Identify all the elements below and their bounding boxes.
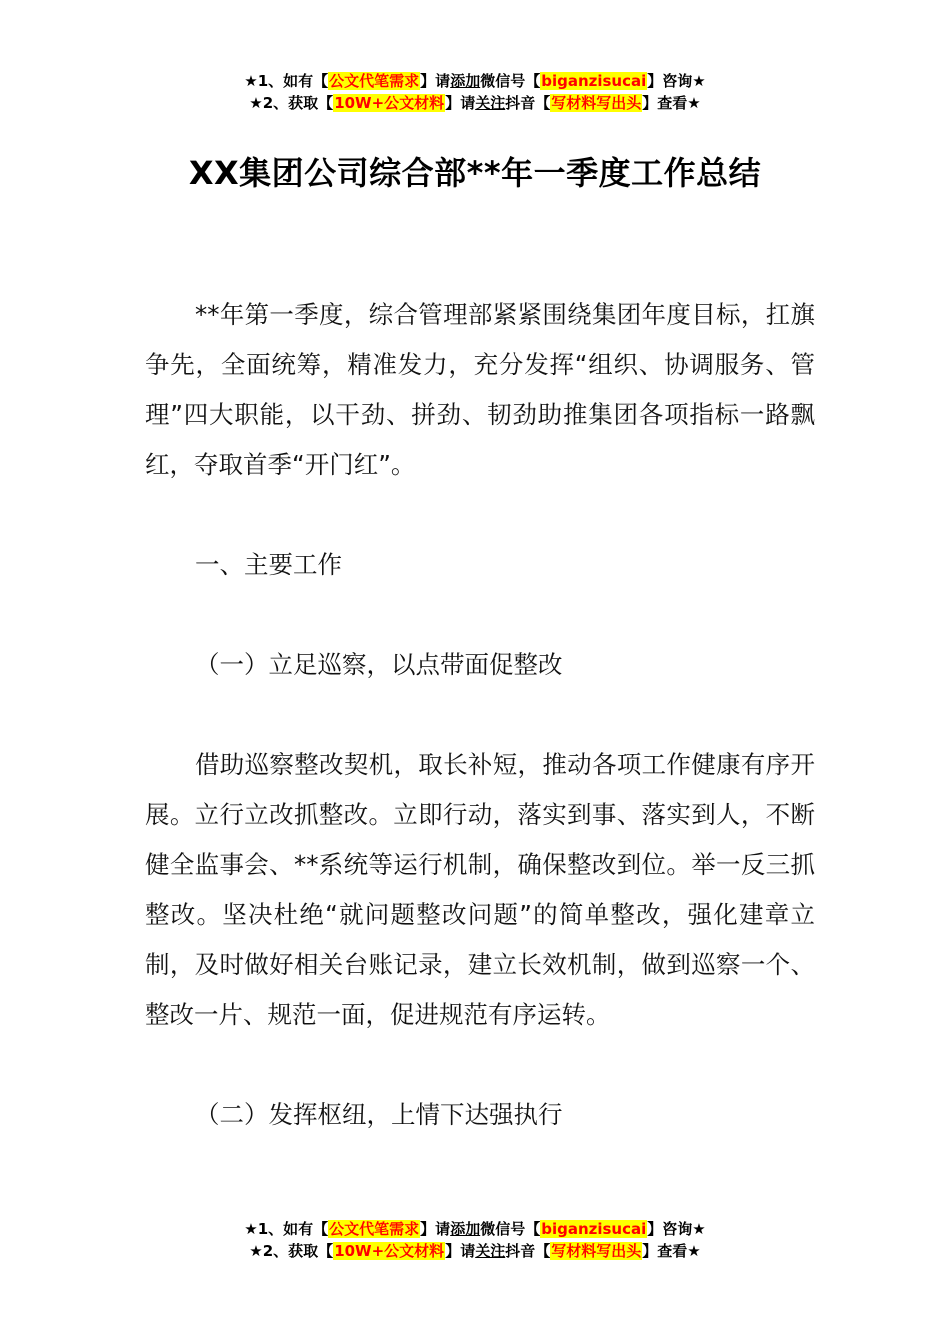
subsection-heading: （一）立足巡察，以点带面促整改	[195, 650, 563, 679]
banner-line-1: ★1、如有【公文代笔需求】请添加微信号【biganzisucai】咨询★	[244, 72, 706, 90]
highlight-service: 公文代笔需求	[329, 1220, 420, 1238]
body-paragraph: 借助巡察整改契机，取长补短，推动各项工作健康有序开展。立行立改抓整改。立即行动，落实到事、落实到人，不断健全监事会、**系统等运行机制，确保整改到位。举一反三抓整改。坚决杜绝“就问题整改问题”的简单整改，强化建章立制，及时做好相关台账记录，建立长效机制，做到巡察一个、整改一片、规范一面，促进规范有序运转。	[145, 750, 815, 1029]
section-heading: 一、主要工作	[195, 550, 342, 579]
banner-line-1: ★1、如有【公文代笔需求】请添加微信号【biganzisucai】咨询★	[244, 1220, 706, 1238]
highlight-wechat-id: biganzisucai	[541, 72, 647, 90]
banner-line-2: ★2、获取【10W+公文材料】请关注抖音【写材料写出头】查看★	[249, 94, 701, 112]
document-body	[145, 290, 815, 1140]
footer-banner	[0, 1218, 950, 1262]
document-title: XX集团公司综合部**年一季度工作总结	[188, 154, 762, 192]
header-banner	[0, 70, 950, 114]
highlight-service: 公文代笔需求	[329, 72, 420, 90]
highlight-materials: 10W+公文材料	[334, 1242, 445, 1260]
highlight-douyin-id: 写材料写出头	[551, 94, 642, 112]
subsection-heading: （二）发挥枢纽，上情下达强执行	[195, 1100, 563, 1129]
highlight-wechat-id: biganzisucai	[541, 1220, 647, 1238]
banner-line-2: ★2、获取【10W+公文材料】请关注抖音【写材料写出头】查看★	[249, 1242, 701, 1260]
highlight-douyin-id: 写材料写出头	[551, 1242, 642, 1260]
intro-paragraph: **年第一季度，综合管理部紧紧围绕集团年度目标，扛旗争先，全面统筹，精准发力，充分发挥“组织、协调服务、管理”四大职能，以干劲、拼劲、韧劲助推集团各项指标一路飘红，夺取首季“开门红”。	[145, 300, 815, 479]
highlight-materials: 10W+公文材料	[334, 94, 445, 112]
